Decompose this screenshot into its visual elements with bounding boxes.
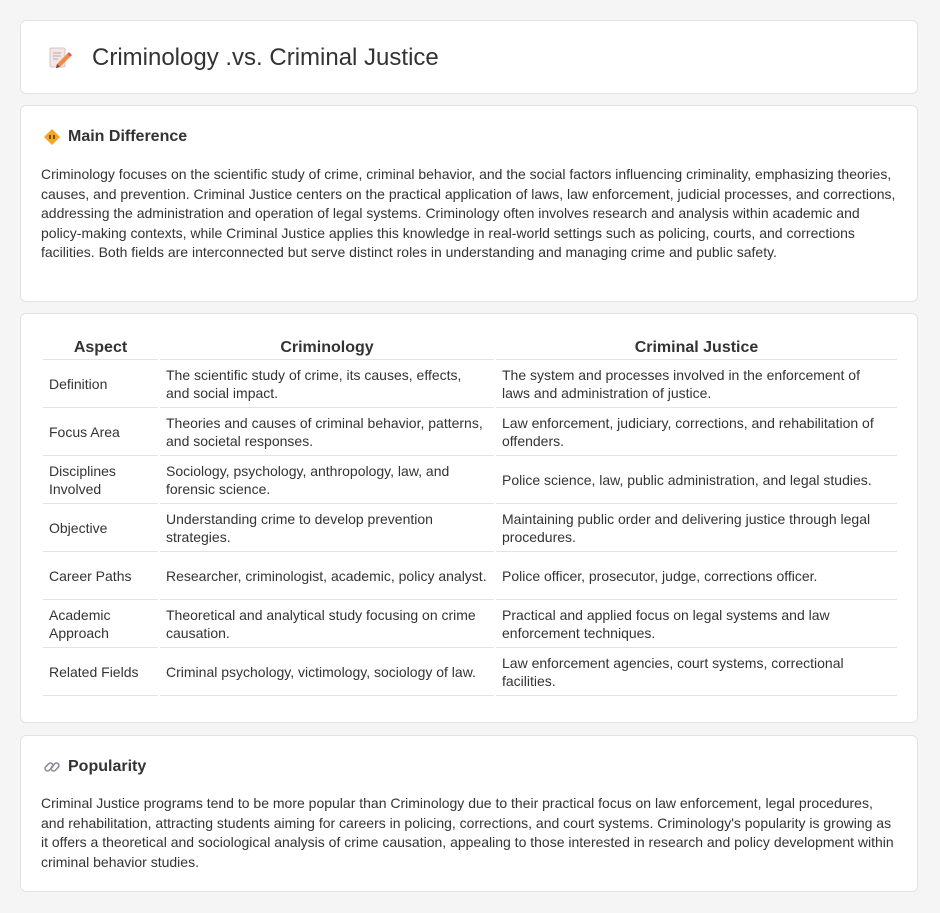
criminal-justice-cell: Law enforcement agencies, court systems, correctional facilities. (496, 648, 897, 696)
column-header-aspect: Aspect (43, 334, 158, 360)
aspect-cell: Focus Area (43, 408, 158, 456)
main-difference-text: Criminology focuses on the scientific study of crime, criminal behavior, and the social factors influencing criminality, emphasizing theories, causes, and prevention. Criminal Justice centers on the practical application of laws, law enforcement, judicial processes, and corrections, addressing the administration and operation of legal systems. Criminology often involves research and analysis within academic and policy-making contexts, while Criminal Justice applies this knowledge in real-world settings such as policing, courts, and corrections facilities. Both fields are interconnected but serve distinct roles in understanding and managing crime and public safety. (41, 166, 896, 260)
criminology-cell: Understanding crime to develop prevention strategies. (160, 504, 494, 552)
criminology-cell: Theories and causes of criminal behavior, patterns, and societal responses. (160, 408, 494, 456)
criminal-justice-cell: Maintaining public order and delivering justice through legal procedures. (496, 504, 897, 552)
criminology-cell: Sociology, psychology, anthropology, law, and forensic science. (160, 456, 494, 504)
popularity-title: Popularity (68, 758, 147, 775)
table-row (43, 648, 897, 696)
aspect-cell: Definition (43, 360, 158, 408)
comparison-card (20, 313, 918, 723)
table-header-row (43, 334, 897, 360)
popularity-card (20, 735, 918, 892)
link-icon (43, 758, 61, 776)
aspect-cell: Academic Approach (43, 600, 158, 648)
table-row (43, 552, 897, 600)
criminology-cell: Criminal psychology, victimology, sociology of law. (160, 648, 494, 696)
criminal-justice-cell: Police science, law, public administration, and legal studies. (496, 456, 897, 504)
main-difference-heading (43, 128, 187, 146)
popularity-text: Criminal Justice programs tend to be more popular than Criminology due to their practical focus on law enforcement, legal procedures, and rehabilitation, attracting students aiming for careers in policing, corrections, and court systems. Criminology's popularity is growing as it offers a theoretical and sociological analysis of crime causation, appealing to those interested in research and policy development within criminal behavior studies. (41, 795, 894, 870)
column-header-criminology: Criminology (160, 334, 494, 360)
criminal-justice-cell: Practical and applied focus on legal systems and law enforcement techniques. (496, 600, 897, 648)
criminal-justice-cell: Law enforcement, judiciary, corrections, and rehabilitation of offenders. (496, 408, 897, 456)
criminology-cell: The scientific study of crime, its causes, effects, and social impact. (160, 360, 494, 408)
column-header-criminal-justice: Criminal Justice (496, 334, 897, 360)
table-row (43, 600, 897, 648)
criminology-cell: Researcher, criminologist, academic, policy analyst. (160, 552, 494, 600)
main-difference-title: Main Difference (68, 128, 188, 145)
header-card (20, 20, 918, 94)
criminal-justice-cell: The system and processes involved in the enforcement of laws and administration of justice. (496, 360, 897, 408)
page-title-row (46, 43, 439, 73)
criminal-justice-cell: Police officer, prosecutor, judge, corrections officer. (496, 552, 897, 600)
diamond-icon (43, 128, 61, 146)
popularity-heading (43, 758, 146, 776)
table-row (43, 456, 897, 504)
table-row (43, 360, 897, 408)
aspect-cell: Disciplines Involved (43, 456, 158, 504)
page-title: Criminology .vs. Criminal Justice (92, 44, 439, 71)
main-difference-card (20, 105, 918, 302)
edit-document-icon (46, 45, 72, 71)
aspect-cell: Related Fields (43, 648, 158, 696)
table-row (43, 408, 897, 456)
aspect-cell: Career Paths (43, 552, 158, 600)
table-row (43, 504, 897, 552)
criminology-cell: Theoretical and analytical study focusing on crime causation. (160, 600, 494, 648)
comparison-table (41, 334, 899, 696)
aspect-cell: Objective (43, 504, 158, 552)
